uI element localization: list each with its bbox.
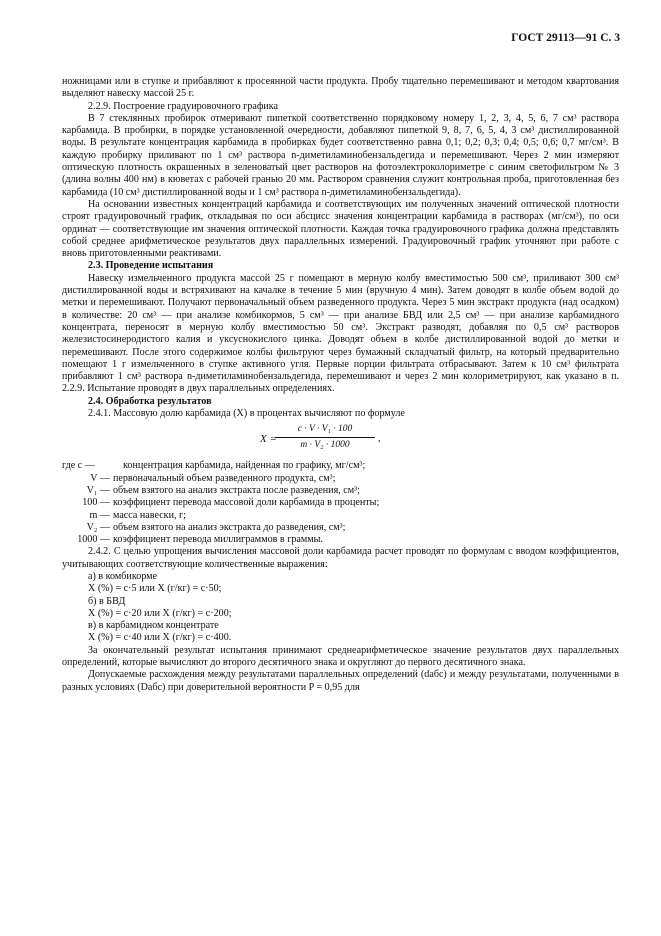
definition-text: коэффициент перевода миллиграммов в граммы. — [113, 534, 323, 546]
case-label: б) в БВД — [88, 595, 126, 607]
paragraph-graph: На основании известных концентраций карбамида и соответствующих им полученных значений оптической плотности строят градуировочный график, откладывая по оси абсцисс значения концентрации карбамида в растворах (мг/см³), по оси ординат — соответствующие им значения оптической плотности. Каждая точка градуировочного графика должна представлять собой среднее арифметическое результатов двух параллельных измерений. Градуировочный график уточняют при работе с вновь приготовленными реактивами. — [62, 198, 619, 260]
definition-text: объем взятого на анализ экстракта до разведения, см³; — [113, 521, 346, 533]
page-header: ГОСТ 29113—91 С. 3 — [511, 32, 620, 44]
case-formula: X (%) = c·20 или X (г/кг) = c·200; — [88, 607, 232, 619]
definitions-list — [62, 460, 619, 546]
formula-numerator: c · V · V₁ · 100 — [275, 423, 375, 437]
formula-lhs: X = — [260, 433, 277, 446]
definition-symbol: где c — — [62, 460, 95, 472]
section-heading-2-3: 2.3. Проведение испытания — [88, 260, 214, 272]
definition-symbol: 1000 — — [77, 534, 110, 546]
formula-tail: , — [378, 433, 381, 445]
section-heading-2-2-9: 2.2.9. Построение градуировочного графика — [88, 100, 278, 112]
definition-row — [62, 497, 619, 509]
formula-denominator: m · V₂ · 1000 — [300, 439, 350, 450]
definition-symbol: m — — [89, 509, 110, 521]
definition-text: объем взятого на анализ экстракта после разведения, см³; — [113, 484, 360, 496]
definition-row — [62, 534, 619, 546]
definition-text: первоначальный объем разведенного продукта, см³; — [113, 472, 336, 484]
paragraph-2-4-2: 2.4.2. С целью упрощения вычисления массовой доли карбамида расчет проводят по формулам с вводом коэффициентов, учитывающих соответствующие количественные выражения: — [62, 546, 619, 570]
paragraph-final-result: За окончательный результат испытания принимают среднеарифметическое значение результатов двух параллельных определений, которые вычисляют до второго десятичного знака и округляют до первого десятичного знака. — [62, 644, 619, 669]
definition-text: масса навески, г; — [113, 509, 186, 521]
definition-text: коэффициент перевода массовой доли карбамида в проценты; — [113, 497, 380, 509]
definition-row — [62, 460, 619, 472]
paragraph-calibration: В 7 стеклянных пробирок отмеривают пипеткой соответственно порядковому номеру 1, 2, 3, 4, 5, 6, 7 см³ раствора карбамида. В пробирки, в порядке установленной очередности, добавляют пипеткой 9, 8, 7, 6, 5, 4, 3 см³ дистиллированной воды. В результате концентрация карбамида в пробирках будет соответственно равна 0,1; 0,2; 0,3; 0,4; 0,5; 0,6; 0,7 мг/см³. В каждую пробирку приливают по 1 см³ раствора n-диметиламинобензальдегида и перемешивают. Через 2 мин измеряют оптическую плотность окрашенных в зеленоватый цвет растворов на фотоэлектроколориметре с синим светофильтром № 3 (длина волны 400 нм) в кюветах с рабочей гранью 20 мм. Раствором сравнения служит контрольная проба, приготовленная без карбамида (10 см³ дистиллированной воды и 1 см³ раствора n-диметиламинобензальдегида). — [62, 112, 619, 198]
paragraph-tolerances: Допускаемые расхождения между результатами параллельных определений (dабс) и между результатами, полученными в разных условиях (Dабс) при доверительной вероятности P = 0,95 для — [62, 669, 619, 693]
definition-symbol: V₁ — — [86, 484, 110, 496]
case-formula: X (%) = c·40 или X (г/кг) = c·400. — [88, 632, 232, 644]
paragraph-procedure: Навеску измельченного продукта массой 25 г помещают в мерную колбу вместимостью 500 см³, приливают 300 см³ дистиллированной воды и встряхивают на качалке в течение 5 мин (вручную 4 мин). Затем доводят в колбе объем водой до метки и перемешивают. Получают первоначальный объем разведенного продукта. Через 5 мин экстракт продукта (над осадком) в количестве: 20 см³ — при анализе комбикормов, 5 см³ — при анализе БВД или 2,5 см³ — при анализе карбамидного концентрата, переносят в мерную колбу вместимостью 50 см³. Экстракт разводят, добавляя по 0,5 см³ растворов железистосинеродистого калия и уксуснокислого цинка. Доводят объем в колбе дистиллированной водой до метки и перемешивают. После этого содержимое колбы фильтруют через бумажный складчатый фильтр, на который предварительно помещают 1 г измельченного в ступке активного угля. Первые порции фильтрата отбрасывают. Затем к 10 см³ фильтрата прибавляют 1 см³ раствора n-диметиламинобензальдегида, перемешивают и через 2 мин колориметрируют, как указано в п. 2.2.9. Испытание проводят в двух параллельных определениях. — [62, 272, 619, 395]
case-label: в) в карбамидном концентрате — [88, 620, 219, 632]
case-label: а) в комбикорме — [88, 570, 158, 582]
definition-row — [62, 510, 619, 522]
definition-symbol: 100 — — [82, 497, 110, 509]
paragraph-continued: ножницами или в ступке и прибавляют к просеянной части продукта. Пробу тщательно перемешивают и методом квартования выделяют навеску массой 25 г. — [62, 76, 619, 100]
cases-list — [62, 571, 619, 645]
definition-row — [62, 485, 619, 497]
definition-row — [62, 473, 619, 485]
paragraph-2-4-1: 2.4.1. Массовую долю карбамида (X) в процентах вычисляют по формуле — [88, 408, 405, 420]
definition-symbol: V₂ — — [86, 521, 110, 533]
definition-text: концентрация карбамида, найденная по графику, мг/см³; — [123, 460, 366, 472]
formula-fraction — [275, 423, 375, 451]
definition-symbol: V — — [90, 472, 110, 484]
formula-block — [62, 422, 619, 458]
definition-row — [62, 522, 619, 534]
case-formula: X (%) = c·5 или X (г/кг) = c·50; — [88, 583, 222, 595]
section-heading-2-4: 2.4. Обработка результатов — [88, 395, 212, 407]
document-body — [62, 76, 619, 694]
